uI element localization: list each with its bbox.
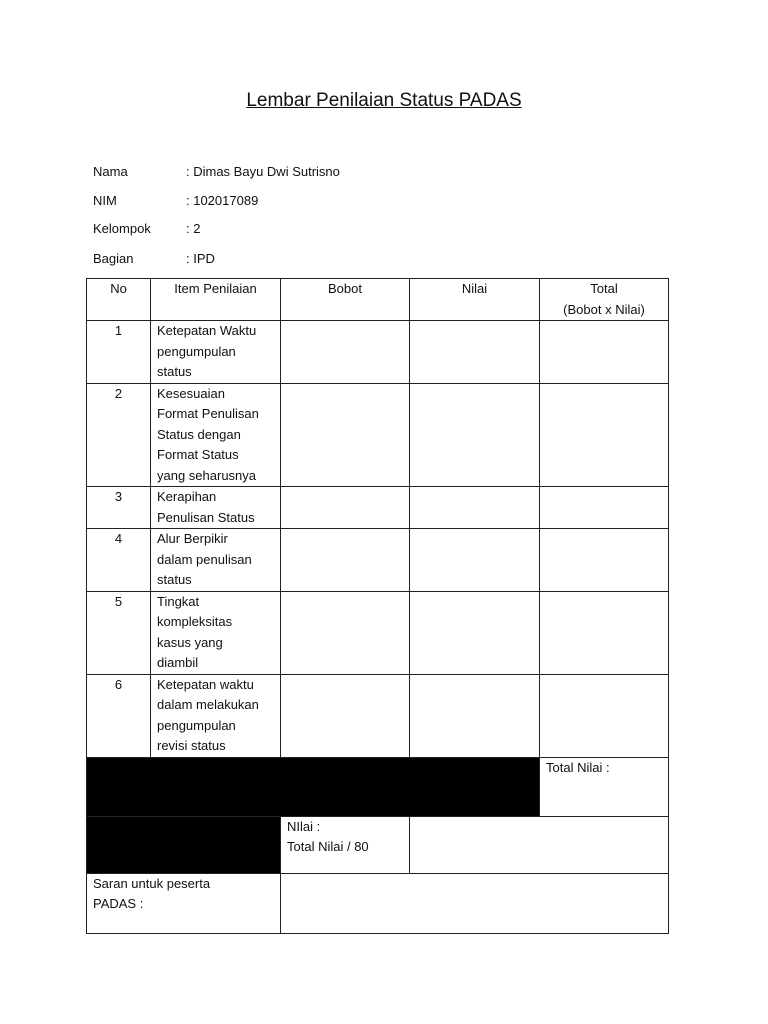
bobot-cell[interactable] xyxy=(281,674,410,757)
row-no: 1 xyxy=(87,321,151,384)
nilai-cell[interactable] xyxy=(410,591,540,674)
table-row xyxy=(87,591,669,674)
table-header-row xyxy=(87,279,669,321)
row-item-line: Kesesuaian xyxy=(157,385,225,401)
header-item: Item Penilaian xyxy=(151,279,281,321)
nilai-cell[interactable] xyxy=(410,529,540,592)
row-item-line: status xyxy=(157,364,192,379)
row-item-line: status xyxy=(157,572,192,587)
nilai-label-cell xyxy=(281,816,410,873)
row-item-line: diambil xyxy=(157,655,199,670)
row-no: 4 xyxy=(87,529,151,592)
total-nilai-row xyxy=(87,757,669,816)
info-value: : 102017089 xyxy=(186,193,259,208)
row-item-line: pengumpulan xyxy=(157,343,236,359)
row-item-line: Format Penulisan xyxy=(157,406,259,421)
row-item-line: dalam melakukan xyxy=(157,697,259,712)
saran-label-line1: Saran untuk peserta xyxy=(93,875,211,891)
redacted-block xyxy=(87,757,540,816)
header-total-line1: Total xyxy=(590,281,618,296)
header-total xyxy=(540,279,669,321)
table-row xyxy=(87,529,669,592)
info-label: Bagian xyxy=(93,251,134,266)
row-item xyxy=(151,674,281,757)
row-item-line: kasus yang xyxy=(157,634,223,650)
row-item xyxy=(151,591,281,674)
row-item xyxy=(151,529,281,592)
row-item-line: revisi status xyxy=(157,738,226,753)
saran-label-cell xyxy=(87,873,281,933)
header-bobot: Bobot xyxy=(281,279,410,321)
header-total-line2: (Bobot x Nilai) xyxy=(563,301,645,317)
info-label: Nama xyxy=(93,164,128,179)
info-value: : IPD xyxy=(186,251,215,266)
table-row xyxy=(87,487,669,529)
nilai-value-cell[interactable] xyxy=(410,816,669,873)
row-item-line: Ketepatan waktu xyxy=(157,676,254,692)
row-item-line: Penulisan Status xyxy=(157,509,255,525)
assessment-table xyxy=(86,278,669,934)
row-no: 3 xyxy=(87,487,151,529)
row-item-line: Ketepatan Waktu xyxy=(157,323,257,338)
row-no: 2 xyxy=(87,383,151,487)
total-cell[interactable] xyxy=(540,674,669,757)
row-item-line: Tingkat xyxy=(157,593,200,609)
bobot-cell[interactable] xyxy=(281,383,410,487)
row-item xyxy=(151,383,281,487)
row-item xyxy=(151,321,281,384)
row-item xyxy=(151,487,281,529)
info-value: : Dimas Bayu Dwi Sutrisno xyxy=(186,164,340,179)
nilai-cell[interactable] xyxy=(410,674,540,757)
nilai-cell[interactable] xyxy=(410,487,540,529)
row-no: 6 xyxy=(87,674,151,757)
bobot-cell[interactable] xyxy=(281,529,410,592)
nilai-label-line2: Total Nilai / 80 xyxy=(287,839,369,854)
nilai-label-line1: NIlai : xyxy=(287,818,321,834)
nilai-row xyxy=(87,816,669,873)
total-cell[interactable] xyxy=(540,591,669,674)
total-cell[interactable] xyxy=(540,383,669,487)
total-nilai-label: Total Nilai : xyxy=(546,759,610,775)
bobot-cell[interactable] xyxy=(281,487,410,529)
saran-label-line2: PADAS : xyxy=(93,896,144,911)
row-item-line: kompleksitas xyxy=(157,614,233,629)
table-row xyxy=(87,383,669,487)
table-row xyxy=(87,321,669,384)
nilai-cell[interactable] xyxy=(410,383,540,487)
info-value: : 2 xyxy=(186,221,201,236)
row-item-line: Format Status xyxy=(157,447,239,462)
info-label: NIM xyxy=(93,193,117,208)
saran-row xyxy=(87,873,669,933)
row-item-line: dalam penulisan xyxy=(157,551,252,567)
total-cell[interactable] xyxy=(540,321,669,384)
bobot-cell[interactable] xyxy=(281,321,410,384)
row-item-line: pengumpulan xyxy=(157,717,236,733)
nilai-cell[interactable] xyxy=(410,321,540,384)
header-no: No xyxy=(87,279,151,321)
row-item-line: Alur Berpikir xyxy=(157,531,228,546)
row-item-line: yang seharusnya xyxy=(157,467,257,483)
bobot-cell[interactable] xyxy=(281,591,410,674)
total-nilai-cell[interactable] xyxy=(540,757,669,816)
row-item-line: Status dengan xyxy=(157,426,241,442)
header-nilai: Nilai xyxy=(410,279,540,321)
total-cell[interactable] xyxy=(540,529,669,592)
info-label: Kelompok xyxy=(93,221,151,236)
page-title: Lembar Penilaian Status PADAS xyxy=(246,90,522,111)
row-item-line: Kerapihan xyxy=(157,489,217,504)
table-row xyxy=(87,674,669,757)
saran-input-cell[interactable] xyxy=(281,873,669,933)
redacted-block xyxy=(87,816,281,873)
total-cell[interactable] xyxy=(540,487,669,529)
row-no: 5 xyxy=(87,591,151,674)
